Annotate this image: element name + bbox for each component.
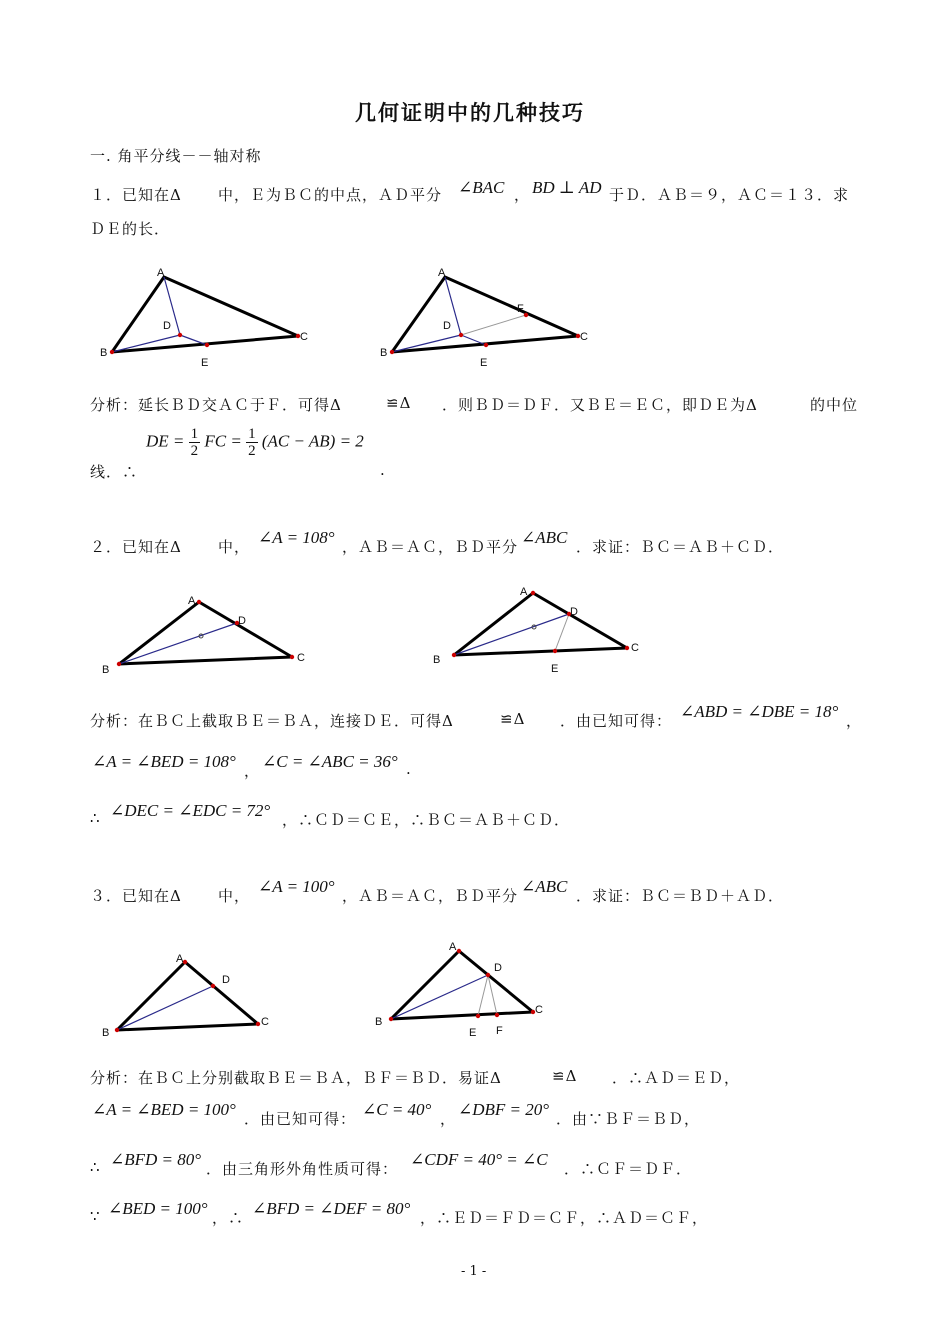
p3-analysis-a: 分析：在ＢＣ上分别截取ＢＥ＝ＢＡ，ＢＦ＝ＢＤ．易证Δ [90,1069,502,1087]
label-c: C [535,1004,543,1016]
p2-analysis-c: ．由已知可得： [560,712,673,730]
label-b: B [100,347,108,359]
p3-text-d: ．求证：ＢＣ＝ＢＤ＋ＡＤ． [576,887,785,905]
p2-m6: ∠DEC = ∠EDC = 72° [110,801,271,820]
p2-therefore: ∴ [90,809,101,827]
label-d: D [163,320,171,332]
figure-2b [433,586,639,675]
p1-text-d: 于Ｄ．ＡＢ＝９，ＡＣ＝１３．求 [609,186,850,204]
label-d: D [443,320,451,332]
label-a: A [520,586,528,598]
figure-1b [380,267,588,369]
label-c: C [631,642,639,654]
p3-angle-a: ∠A = 100° [258,877,335,896]
p3-angle-abc: ∠ABC [521,877,568,896]
p2-text-c: ，ＡＢ＝ＡＣ，ＢＤ平分 [342,538,519,556]
figure-3a [102,953,269,1039]
label-e: E [480,357,488,369]
p3-m9: ∠BFD = ∠DEF = 80° [252,1199,411,1218]
p3-m8: ∠BED = 100° [108,1199,208,1218]
label-f: F [496,1025,503,1037]
p2-angle-a: ∠A = 108° [258,528,335,547]
label-d: D [570,606,578,618]
p1-period: . [380,461,386,479]
p2-m3: ∠ABD = ∠DBE = 18° [680,702,839,721]
label-a: A [438,267,446,279]
p3-therefore-1: ∴ [90,1158,101,1176]
label-d: D [494,962,502,974]
label-c: C [297,652,305,664]
p2-analysis-a: 分析：在ＢＣ上截取ＢＥ＝ＢＡ，连接ＤＥ．可得Δ [90,712,454,730]
section-heading: 一. 角平分线－－轴对称 [90,147,262,165]
p3-analysis-h: ．∴ＣＦ＝ＤＦ． [564,1160,693,1178]
p3-analysis-d: ．由已知可得： [244,1110,357,1128]
p1-analysis-c: ．则ＢＤ＝ＤＦ．又ＢＥ＝ＥＣ，即ＤＥ为Δ [442,396,758,414]
p3-analysis-e: ， [440,1110,457,1128]
p1-comma: ， [514,186,531,204]
page-number: - 1 - [461,1264,487,1279]
p3-text-c: ，ＡＢ＝ＡＣ，ＢＤ平分 [342,887,519,905]
label-e: E [469,1027,477,1039]
label-c: C [580,331,588,343]
p2-analysis-e: ， [244,762,261,780]
p2-text-a: ２．已知在Δ [90,538,182,556]
p2-analysis-d: ， [846,712,863,730]
label-c: C [300,331,308,343]
p2-analysis-b: ≌Δ [500,710,526,728]
label-a: A [176,953,184,965]
label-a: A [449,941,457,953]
p1-analysis-a: 分析：延长ＢＤ交ＡＣ于Ｆ．可得Δ [90,396,342,414]
label-c: C [261,1016,269,1028]
p3-m7: ∠CDF = 40° = ∠C [410,1150,548,1169]
figure-2a [102,595,305,676]
p1-analysis-d: 的中位 [810,396,859,414]
label-b: B [375,1016,383,1028]
label-e: E [551,663,559,675]
p2-text-d: ．求证：ＢＣ＝ＡＢ＋ＣＤ． [576,538,785,556]
label-a: A [188,595,196,607]
p1-text-a: １．已知在Δ [90,186,182,204]
p1-perp: BD ⊥ AD [532,178,602,197]
p2-analysis-f: . [406,760,412,778]
label-f: F [517,303,524,315]
p3-m5: ∠DBF = 20° [458,1100,550,1119]
label-e: E [201,357,209,369]
p3-analysis-i: ，∴ [212,1209,245,1227]
p3-analysis-f: ．由∵ＢＦ＝ＢＤ， [556,1110,701,1128]
p2-angle-abc: ∠ABC [521,528,568,547]
p2-m5: ∠C = ∠ABC = 36° [262,752,398,771]
p3-analysis-g: ．由三角形外角性质可得： [206,1160,399,1178]
p2-m4: ∠A = ∠BED = 108° [92,752,236,771]
p2-analysis-g: ，∴ＣＤ＝ＣＥ，∴ＢＣ＝ＡＢ＋ＣＤ． [282,811,571,829]
p3-m4: ∠C = 40° [362,1100,432,1119]
p3-analysis-b: ≌Δ [552,1067,578,1085]
p1-text-e: ＤＥ的长． [90,220,171,238]
p3-text-a: ３．已知在Δ [90,887,182,905]
figure-1a [100,267,308,369]
p3-analysis-j: ，∴ＥＤ＝ＦＤ＝ＣＦ，∴ＡＤ＝ＣＦ， [420,1209,709,1227]
p1-formula: DE = $\frac{1}{2}$ FC = $\frac{1}{2}$ (AC − AB) = 2 [146,426,364,459]
label-b: B [433,654,441,666]
label-b: B [102,664,110,676]
p1-angle-bac: ∠BAC [458,178,505,197]
p3-analysis-c: ．∴ＡＤ＝ＥＤ， [612,1069,741,1087]
p1-text-b: 中，Ｅ为ＢＣ的中点，ＡＤ平分 [218,186,443,204]
p3-because: ∵ [90,1207,101,1225]
label-a: A [157,267,165,279]
p1-analysis-b: ≌Δ [386,394,412,412]
p3-m6: ∠BFD = 80° [110,1150,202,1169]
label-b: B [102,1027,110,1039]
page-title: 几何证明中的几种技巧 [355,100,585,125]
p3-m3: ∠A = ∠BED = 100° [92,1100,236,1119]
p1-analysis-line2: 线．∴ [90,463,139,481]
label-d: D [222,974,230,986]
figure-3b [375,941,543,1039]
p3-text-b: 中， [218,887,251,905]
p2-text-b: 中， [218,538,251,556]
label-d: D [238,615,246,627]
label-b: B [380,347,388,359]
